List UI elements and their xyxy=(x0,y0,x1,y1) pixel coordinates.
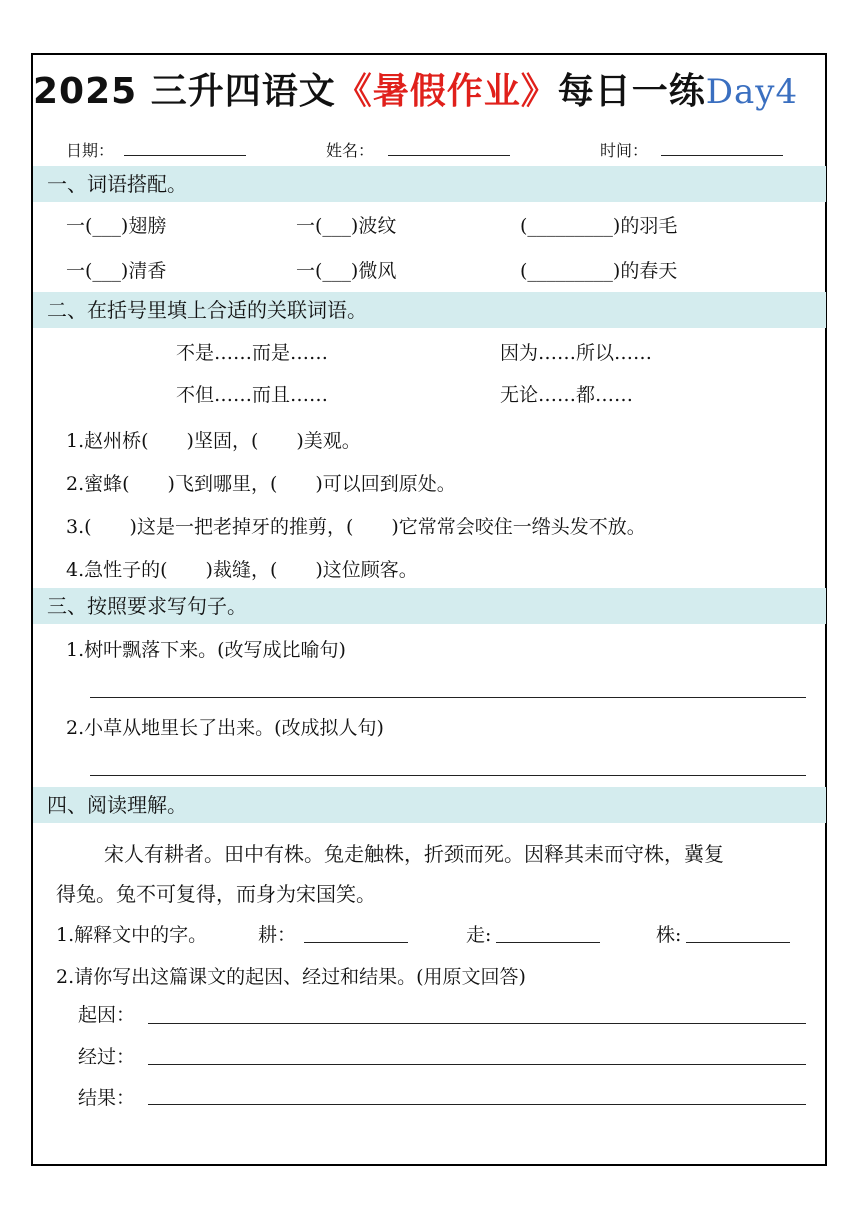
match-item: (_________)的羽毛 xyxy=(520,215,678,237)
fill-question-2: 2.蜜蜂( )飞到哪里，( )可以回到原处。 xyxy=(66,473,456,495)
time-field[interactable] xyxy=(661,155,783,156)
section-1-header xyxy=(33,166,826,202)
section-4-title: 四、阅读理解。 xyxy=(47,793,187,817)
conjunction-option: 无论……都…… xyxy=(500,384,634,406)
worksheet-title xyxy=(33,66,827,118)
conjunction-option: 不是……而是…… xyxy=(176,342,329,364)
process-field[interactable] xyxy=(148,1064,806,1065)
section-2-header xyxy=(33,292,826,328)
explain-question: 1.解释文中的字。 xyxy=(56,924,208,946)
section-4-header xyxy=(33,787,826,823)
word-zhu-label: 株: xyxy=(656,924,682,946)
date-label: 日期： xyxy=(66,141,115,160)
cause-label: 起因： xyxy=(78,1004,136,1026)
word-zhu-field[interactable] xyxy=(686,942,790,943)
word-geng-field[interactable] xyxy=(304,942,408,943)
passage-line-2: 得兔。兔不可复得，而身为宋国笑。 xyxy=(56,882,376,906)
fill-question-1: 1.赵州桥( )坚固，( )美观。 xyxy=(66,430,361,452)
section-2-title: 二、在括号里填上合适的关联词语。 xyxy=(47,298,367,322)
rewrite-question-2: 2.小草从地里长了出来。(改成拟人句) xyxy=(66,717,384,739)
answer-line-1[interactable] xyxy=(90,697,806,698)
answer-line-2[interactable] xyxy=(90,775,806,776)
match-item: 一(___)波纹 xyxy=(296,215,397,237)
result-field[interactable] xyxy=(148,1104,806,1105)
section-3-title: 三、按照要求写句子。 xyxy=(47,594,247,618)
passage-line-1: 宋人有耕者。田中有株。兔走触株，折颈而死。因释其耒而守株，冀复 xyxy=(104,842,724,866)
fill-question-4: 4.急性子的( )裁缝，( )这位顾客。 xyxy=(66,559,418,581)
name-label: 姓名： xyxy=(326,141,375,160)
process-label: 经过： xyxy=(78,1046,136,1068)
conjunction-option: 不但……而且…… xyxy=(176,384,329,406)
word-zou-field[interactable] xyxy=(496,942,600,943)
rewrite-question-1: 1.树叶飘落下来。(改写成比喻句) xyxy=(66,639,346,661)
cause-field[interactable] xyxy=(148,1023,806,1024)
word-geng-label: 耕： xyxy=(258,924,297,946)
match-item: 一(___)翅膀 xyxy=(66,215,167,237)
title-suffix: 每日一练 xyxy=(557,71,706,112)
story-question: 2.请你写出这篇课文的起因、经过和结果。(用原文回答) xyxy=(56,966,526,988)
section-1-title: 一、词语搭配。 xyxy=(47,172,187,196)
conjunction-option: 因为……所以…… xyxy=(500,342,653,364)
title-highlight: 《暑假作业》 xyxy=(335,71,558,112)
title-prefix: 2025 三升四语文 xyxy=(33,71,336,112)
word-zou-label: 走: xyxy=(466,924,492,946)
match-item: 一(___)微风 xyxy=(296,260,397,282)
result-label: 结果： xyxy=(78,1087,136,1109)
match-item: 一(___)清香 xyxy=(66,260,167,282)
title-day: Day4 xyxy=(705,72,799,112)
fill-question-3: 3.( )这是一把老掉牙的推剪，( )它常常会咬住一绺头发不放。 xyxy=(66,516,646,538)
date-field[interactable] xyxy=(124,155,246,156)
time-label: 时间： xyxy=(600,141,649,160)
match-item: (_________)的春天 xyxy=(520,260,678,282)
name-field[interactable] xyxy=(388,155,510,156)
section-3-header xyxy=(33,588,826,624)
